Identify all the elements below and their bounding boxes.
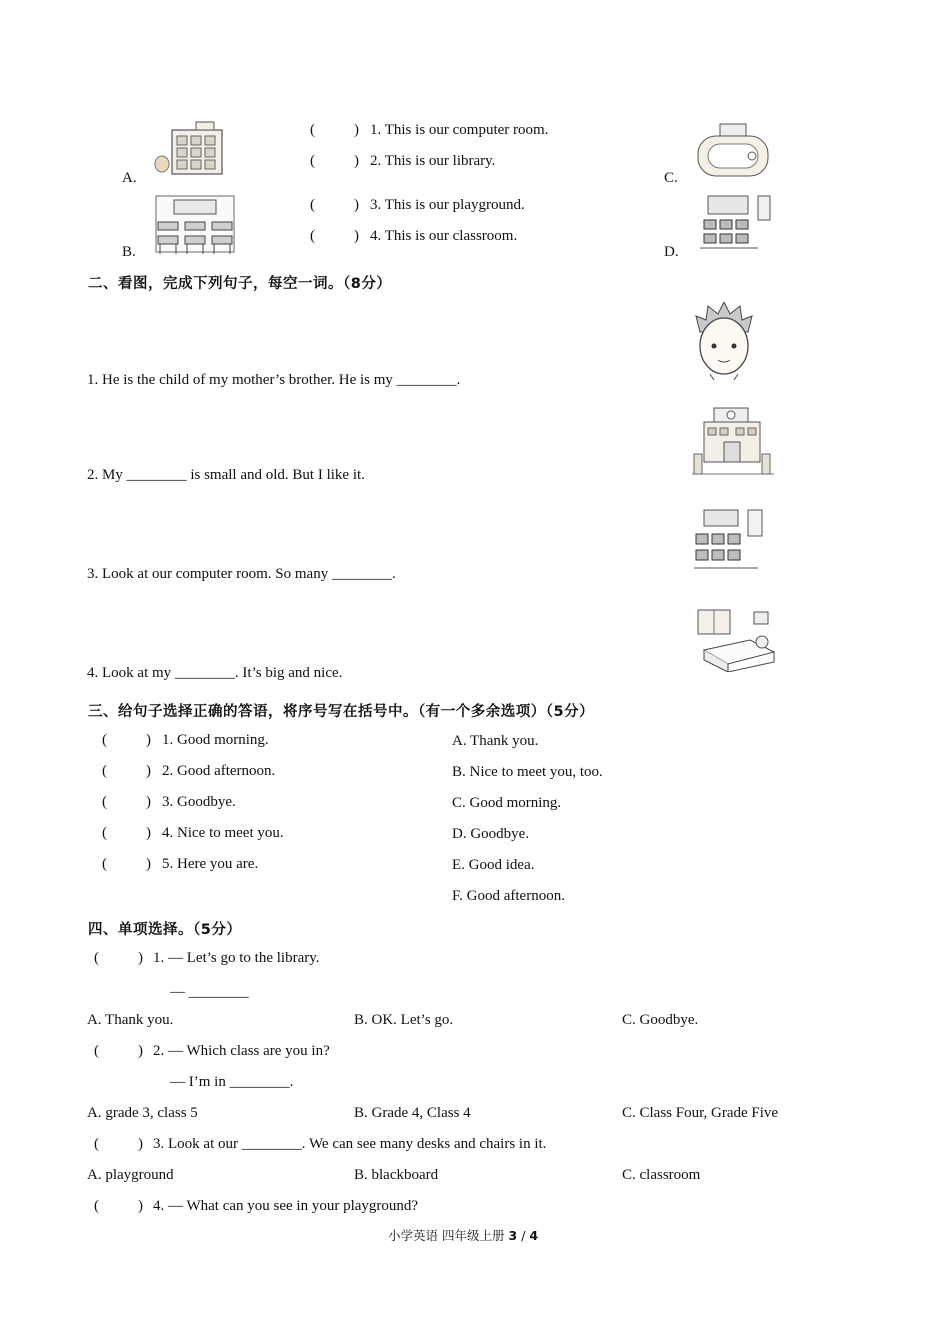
part4-q3-option-c: C. classroom — [622, 1167, 701, 1183]
picture-label-c: C. — [664, 170, 678, 186]
answer-bracket-close: ) — [146, 763, 151, 779]
answer-bracket-close: ) — [138, 1198, 143, 1214]
part4-q1-option-a: A. Thank you. — [87, 1012, 174, 1028]
page-footer — [388, 1226, 538, 1244]
part3-answer-a: A. Thank you. — [452, 733, 539, 749]
playground-image — [694, 122, 772, 180]
answer-bracket-open[interactable]: ( — [94, 1198, 99, 1214]
part4-q3-stem: 3. Look at our ________. We can see many desks and chairs in it. — [153, 1136, 547, 1152]
footer-subject: 小学英语 — [388, 1228, 439, 1243]
part4-q3-option-a: A. playground — [87, 1167, 174, 1183]
part1-item-text: 2. This is our library. — [370, 153, 496, 169]
answer-bracket-open[interactable]: ( — [94, 1043, 99, 1059]
answer-bracket-open[interactable]: ( — [94, 950, 99, 966]
answer-bracket-close: ) — [354, 197, 359, 213]
answer-bracket-close: ) — [354, 153, 359, 169]
part2-heading: 二、看图，完成下列句子，每空一词。（8分） — [88, 276, 392, 292]
part3-question-4: 4. Nice to meet you. — [162, 825, 284, 841]
part4-q1-option-c: C. Goodbye. — [622, 1012, 699, 1028]
part4-heading: 四、单项选择。（5分） — [88, 922, 242, 938]
part3-answer-c: C. Good morning. — [452, 795, 562, 811]
part2-item-1: 1. He is the child of my mother’s brother. He is my ________. — [87, 372, 461, 388]
part4-q2-option-c: C. Class Four, Grade Five — [622, 1105, 779, 1121]
answer-bracket-close: ) — [138, 1136, 143, 1152]
answer-bracket-close: ) — [354, 228, 359, 244]
answer-bracket-open[interactable]: ( — [102, 794, 107, 810]
answer-bracket-open[interactable]: ( — [310, 197, 315, 213]
answer-bracket-open[interactable]: ( — [310, 122, 315, 138]
part2-item-2: 2. My ________ is small and old. But I like it. — [87, 467, 365, 483]
part4-q4-stem: 4. — What can you see in your playground? — [153, 1198, 419, 1214]
part3-question-1: 1. Good morning. — [162, 732, 269, 748]
part4-q1-stem: 1. — Let’s go to the library. — [153, 950, 320, 966]
computer-room-icon — [692, 506, 768, 574]
part4-q1-reply: — ________ — [170, 984, 249, 1000]
bedroom-icon — [692, 606, 782, 672]
answer-bracket-close: ) — [146, 794, 151, 810]
answer-bracket-open[interactable]: ( — [310, 228, 315, 244]
answer-bracket-close: ) — [138, 1043, 143, 1059]
footer-page: 3 — [508, 1228, 518, 1243]
answer-bracket-open[interactable]: ( — [102, 732, 107, 748]
part1-item-text: 4. This is our classroom. — [370, 228, 518, 244]
classroom-image — [152, 192, 238, 256]
part4-q3-option-b: B. blackboard — [354, 1167, 439, 1183]
library-building-image — [152, 120, 228, 176]
part2-item-3: 3. Look at our computer room. So many ________. — [87, 566, 396, 582]
picture-label-a: A. — [122, 170, 137, 186]
part4-q1-option-b: B. OK. Let’s go. — [354, 1012, 454, 1028]
part4-q2-option-b: B. Grade 4, Class 4 — [354, 1105, 471, 1121]
answer-bracket-close: ) — [146, 856, 151, 872]
answer-bracket-close: ) — [138, 950, 143, 966]
part3-answer-b: B. Nice to meet you, too. — [452, 764, 603, 780]
part4-q2-stem: 2. — Which class are you in? — [153, 1043, 330, 1059]
part1-item-text: 3. This is our playground. — [370, 197, 525, 213]
answer-bracket-close: ) — [354, 122, 359, 138]
part3-question-3: 3. Goodbye. — [162, 794, 236, 810]
footer-sep: / — [521, 1228, 526, 1243]
part3-question-5: 5. Here you are. — [162, 856, 259, 872]
answer-bracket-open[interactable]: ( — [94, 1136, 99, 1152]
school-building-icon — [690, 406, 776, 478]
answer-bracket-open[interactable]: ( — [102, 856, 107, 872]
part3-answer-d: D. Goodbye. — [452, 826, 530, 842]
boy-face-icon — [690, 302, 758, 380]
part3-heading: 三、给句子选择正确的答语，将序号写在括号中。（有一个多余选项）（5分） — [88, 704, 595, 720]
part1-item-text: 1. This is our computer room. — [370, 122, 549, 138]
footer-total: 4 — [529, 1228, 539, 1243]
picture-label-d: D. — [664, 244, 679, 260]
answer-bracket-open[interactable]: ( — [102, 825, 107, 841]
part4-q2-option-a: A. grade 3, class 5 — [87, 1105, 198, 1121]
footer-grade: 四年级上册 — [442, 1228, 505, 1243]
answer-bracket-close: ) — [146, 732, 151, 748]
answer-bracket-close: ) — [146, 825, 151, 841]
part3-question-2: 2. Good afternoon. — [162, 763, 276, 779]
part2-item-4: 4. Look at my ________. It’s big and nice. — [87, 665, 343, 681]
part3-answer-f: F. Good afternoon. — [452, 888, 565, 904]
part4-q2-reply: — I’m in ________. — [170, 1074, 294, 1090]
picture-label-b: B. — [122, 244, 136, 260]
computer-room-image — [698, 192, 774, 252]
answer-bracket-open[interactable]: ( — [102, 763, 107, 779]
answer-bracket-open[interactable]: ( — [310, 153, 315, 169]
part3-answer-e: E. Good idea. — [452, 857, 535, 873]
